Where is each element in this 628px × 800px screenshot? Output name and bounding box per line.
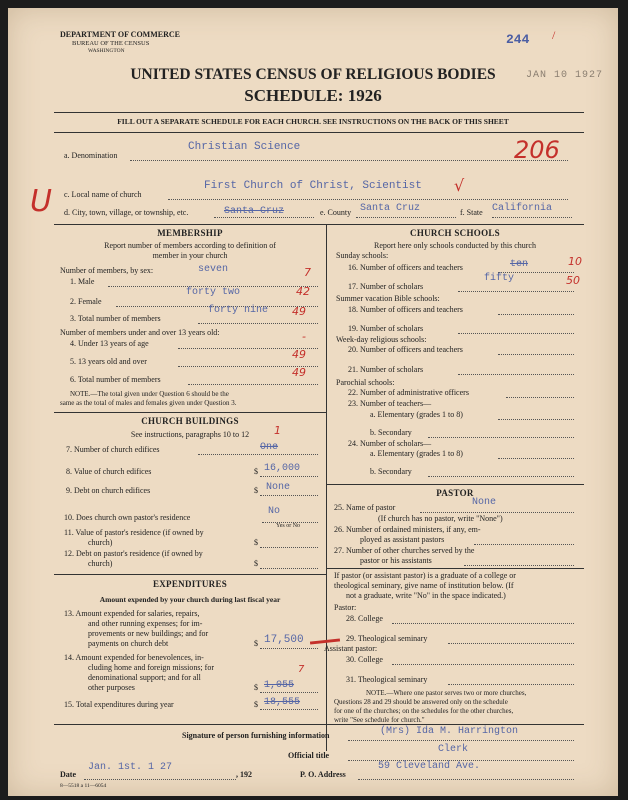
divider — [54, 112, 584, 113]
membership-intro-2: member in your church — [152, 251, 228, 260]
q1-hand-value: 7 — [304, 266, 311, 279]
q22-field[interactable] — [506, 397, 574, 398]
form-number: 8—5518 a 11—6054 — [60, 783, 107, 789]
red-u-mark: U — [30, 184, 52, 219]
q22-label: 22. Number of administrative officers — [348, 388, 469, 397]
grad-line-2: theological seminary, give name of institution below. (If — [334, 581, 514, 590]
q4-label: 4. Under 13 years of age — [70, 339, 149, 348]
grad-line-1: If pastor (or assistant pastor) is a graduate of a college or — [334, 571, 516, 580]
membership-intro-1: Report number of members according to definition of — [104, 241, 276, 250]
instruction-line: FILL OUT A SEPARATE SCHEDULE FOR EACH CHURCH. SEE INSTRUCTIONS ON THE BACK OF THIS SHEET — [117, 117, 509, 126]
q24-label: 24. Number of scholars— — [348, 439, 432, 448]
q7-label: 7. Number of church edifices — [66, 445, 160, 454]
q1-label: 1. Male — [70, 277, 95, 286]
q23-label: 23. Number of teachers— — [348, 399, 432, 408]
q31-label: 31. Theological seminary — [346, 675, 428, 684]
q17-label: 17. Number of scholars — [348, 282, 424, 291]
q7-hand-value: 1 — [274, 424, 281, 437]
red-check-mark: / — [552, 28, 556, 42]
q24a-label: a. Elementary (grades 1 to 8) — [370, 449, 463, 458]
q21-field[interactable] — [458, 374, 574, 375]
q14-hand-value: 7 — [298, 664, 305, 675]
q15-label: 15. Total expenditures during year — [64, 700, 174, 709]
membership-note-1: NOTE.—The total given under Question 6 should be the — [70, 390, 229, 398]
q7-field[interactable]: One — [260, 442, 279, 453]
census-schedule-sheet: DEPARTMENT OF COMMERCE BUREAU OF THE CENSUS WASHINGTON 244 / JAN 10 1927 UNITED STATES CENSUS OF RELIGIOUS BODIES SCHEDULE: 1926 FILL OUT A SEPARATE SCHEDULE FOR EACH CHURCH. SEE INSTRUCTIONS ON THE BACK OF THIS SHEET a. Denomination Christian Science 206 U c. Local name of church First Church of Christ, Scientist √ d. City, town, village, or township, etc. Santa Cruz e. County Santa Cruz f. State California MEMBERSHIP Report number of members according to definition of member in your church Number of members, by sex: 1. Male seven 7 2. Female forty two 42 3. Total number of members forty nine 49 Number of members under and over 13 years old: 4. Under 13 years of age - 5. 13 years old and over 49 6. Total number of members 49 NOTE.—The total given under Question 6 should be the same as the total of males and females given under Question 3. CHURCH BUILDINGS See instructions, paragraphs 10 to 12 1 7. Number of church edifices One 8. Value of church edifices $ 16,000 9. Debt on church edifices $ None 10. Does church own pastor's residence No Yes or No 11. Value of pastor's residence (if owned by church) $ 12. Debt on pastor's residence (if owned by church) $ EXPENDITURES Amount expended by your church during last fiscal year 13. Amount expended for salaries, repairs, and other running expenses; for im- provements or new buildings; and for payments on church debt $ 17,500 14. Amount expended for benevolences, in- cluding home and foreign missions; for denominational support; and for all other purposes $ 1,055 7 15. Total expenditures during year $ 18,555 CHURCH SCHOOLS Report here only schools conducted by this church Sunday schools: 16. Number of officers and teachers ten 10 17. Number of scholars fifty 50 Summer vacation Bible schools: 18. Number of officers and teachers 19. Number of scholars Week-day religious schools: 20. Number of officers and teachers 21. Number of scholars Parochial schools: 22. Number of administrative officers 23. Number of teachers— a. Elementary (grades 1 to 8) b. Secondary 24. Number of scholars— a. Elementary (grades 1 to 8) b. Secondary PASTOR 25. Name of pastor None (If church has no pastor, write "None") 26. Number of ordained ministers, if any, em- ployed as assistant pastors 27. Number of other churches served by the pastor or his assistants If pastor (or assistant pastor) is a graduate of a college or theological seminary, give name of institution below. (If not a graduate, write "No" in the space indicated.) Pastor: 28. College 29. Theological seminary Assistant pastor: 30. College 31. Theological seminary NOTE.—Where one pastor serves two or more churches, Questions 28 and 29 should be answered only on the schedule for one of the churches; on the schedules for the other churches, write "See schedule for church." Signature of person furnishing information (Mrs) Ida M. Harrington Official title Clerk Date Jan. 1st. 1 27 , 192 P. O. Address 59 Cleveland Ave. 8—5518 a 11—6054 — [8, 8, 618, 796]
q13-line-3: provements or new buildings; and for — [88, 629, 209, 638]
membership-heading: MEMBERSHIP — [157, 228, 223, 238]
divider — [54, 132, 584, 133]
schools-heading: CHURCH SCHOOLS — [410, 228, 500, 238]
signature-label: Signature of person furnishing information — [182, 731, 330, 740]
q23b-label: b. Secondary — [370, 428, 412, 437]
q9-field[interactable]: None — [266, 482, 291, 493]
q1-field[interactable]: seven — [198, 264, 229, 275]
q29-label: 29. Theological seminary — [346, 634, 428, 643]
q3-field[interactable]: forty nine — [208, 305, 269, 316]
q27-line-2: pastor or his assistants — [360, 556, 432, 565]
q3-label: 3. Total number of members — [70, 314, 161, 323]
yes-no-hint: Yes or No — [276, 523, 301, 529]
stamp-number: 244 — [506, 32, 530, 47]
q5-hand-value: 49 — [292, 348, 306, 361]
q21-label: 21. Number of scholars — [348, 365, 424, 374]
q9-label: 9. Debt on church edifices — [66, 486, 151, 495]
q13-line-2: and other running expenses; for im- — [88, 619, 203, 628]
q6-hand-value: 49 — [292, 366, 306, 379]
denomination-label: a. Denomination — [64, 151, 118, 160]
q30-label: 30. College — [346, 655, 383, 664]
q12-label: 12. Debt on pastor's residence (if owned by — [64, 549, 203, 558]
date-label: Date — [60, 770, 76, 779]
q29-field[interactable] — [448, 643, 574, 644]
weekday-label: Week-day religious schools: — [336, 335, 427, 344]
q17-field[interactable]: fifty — [484, 273, 515, 284]
q3-hand-value: 49 — [292, 305, 306, 318]
q11-field[interactable] — [260, 547, 318, 548]
q14-field[interactable]: 1,055 — [264, 680, 295, 691]
q12-label-2: church) — [88, 559, 113, 568]
q2-hand-value: 42 — [296, 285, 310, 298]
q26-field[interactable] — [474, 544, 574, 545]
red-check-mark: √ — [454, 176, 465, 195]
city-label-row: d. City, town, village, or township, etc. — [64, 208, 189, 217]
bureau-label: BUREAU OF THE CENSUS — [72, 40, 150, 47]
by-sex-label: Number of members, by sex: — [60, 266, 154, 275]
q11-label-2: church) — [88, 538, 113, 547]
city-label: WASHINGTON — [88, 48, 125, 54]
q24b-field[interactable] — [428, 476, 574, 477]
q13-line-4: payments on church debt — [88, 639, 169, 648]
q8-label: 8. Value of church edifices — [66, 467, 152, 476]
assistant-sub-label: Assistant pastor: — [324, 644, 378, 653]
address-label: P. O. Address — [300, 770, 346, 779]
q31-field[interactable] — [448, 684, 574, 685]
q27-line-1: 27. Number of other churches served by the — [334, 546, 475, 555]
q8-field[interactable]: 16,000 — [264, 463, 301, 474]
schedule-title: SCHEDULE: 1926 — [244, 86, 382, 105]
age-label: Number of members under and over 13 years old: — [60, 328, 220, 337]
grad-line-3: not a graduate, write "No" in the space indicated.) — [346, 591, 506, 600]
q13-line-1: 13. Amount expended for salaries, repairs, — [64, 609, 200, 618]
q25-label: 25. Name of pastor — [334, 503, 396, 512]
q16-field[interactable]: ten — [510, 259, 529, 270]
schools-intro: Report here only schools conducted by this church — [374, 241, 536, 250]
q10-field[interactable]: No — [268, 506, 281, 517]
q26-line-2: ployed as assistant pastors — [360, 535, 445, 544]
county-field[interactable]: Santa Cruz — [360, 203, 421, 214]
buildings-intro: See instructions, paragraphs 10 to 12 — [130, 430, 250, 439]
address-field[interactable]: 59 Cleveland Ave. — [378, 761, 481, 772]
q16-label: 16. Number of officers and teachers — [348, 263, 463, 272]
q19-field[interactable] — [458, 333, 574, 334]
q13-field[interactable]: 17,500 — [264, 634, 304, 646]
q14-line-3: denominational support; and for all — [88, 673, 201, 682]
sunday-label: Sunday schools: — [336, 251, 389, 260]
signature-field[interactable]: (Mrs) Ida M. Harrington — [380, 726, 519, 737]
q24a-field[interactable] — [498, 458, 574, 459]
q15-field[interactable]: 18,555 — [264, 697, 301, 708]
state-field[interactable]: California — [492, 203, 553, 214]
red-code-mark: 206 — [514, 136, 560, 164]
q4-hand-value: - — [302, 330, 306, 343]
q18-label: 18. Number of officers and teachers — [348, 305, 463, 314]
membership-note-2: same as the total of males and females given under Question 3. — [60, 399, 237, 407]
buildings-heading: CHURCH BUILDINGS — [141, 416, 239, 426]
summer-label: Summer vacation Bible schools: — [336, 294, 440, 303]
pastor-note-1: NOTE.—Where one pastor serves two or more churches, — [366, 689, 527, 697]
local-name-label: c. Local name of church — [64, 190, 142, 199]
q24b-label: b. Secondary — [370, 467, 412, 476]
county-label: e. County — [320, 208, 352, 217]
q6-label: 6. Total number of members — [70, 375, 161, 384]
state-label: f. State — [460, 208, 483, 217]
department-label: DEPARTMENT OF COMMERCE — [60, 30, 181, 39]
q16-hand-value: 10 — [568, 255, 582, 268]
date-field[interactable]: Jan. 1st. 1 27 — [88, 762, 173, 773]
city-field[interactable]: Santa Cruz — [224, 206, 285, 217]
q14-line-2: cluding home and foreign missions; for — [88, 663, 214, 672]
q12-field[interactable] — [260, 568, 318, 569]
q2-label: 2. Female — [70, 297, 102, 306]
q26-line-1: 26. Number of ordained ministers, if any, em- — [334, 525, 481, 534]
pastor-note-2: Questions 28 and 29 should be answered only on the schedule — [334, 698, 508, 706]
q17-hand-value: 50 — [566, 274, 580, 287]
pastor-note-3: for one of the churches; on the schedules for the other churches, — [334, 707, 514, 715]
q2-field[interactable]: forty two — [186, 287, 241, 298]
denomination-field[interactable]: Christian Science — [188, 141, 301, 153]
q23a-label: a. Elementary (grades 1 to 8) — [370, 410, 463, 419]
q20-label: 20. Number of officers and teachers — [348, 345, 463, 354]
year-suffix: , 192 — [236, 770, 252, 779]
q14-line-4: other purposes — [88, 683, 135, 692]
pastor-sub-label: Pastor: — [334, 603, 357, 612]
page-title: UNITED STATES CENSUS OF RELIGIOUS BODIES — [130, 66, 496, 83]
official-title-field[interactable]: Clerk — [438, 744, 469, 755]
pastor-note-4: write "See schedule for church." — [334, 716, 425, 724]
q5-label: 5. 13 years old and over — [70, 357, 147, 366]
official-title-label: Official title — [288, 751, 330, 760]
q28-label: 28. College — [346, 614, 383, 623]
expenditures-heading: EXPENDITURES — [152, 579, 228, 589]
q25-note: (If church has no pastor, write "None") — [378, 514, 503, 523]
q10-label: 10. Does church own pastor's residence — [64, 513, 191, 522]
q14-line-1: 14. Amount expended for benevolences, in- — [64, 653, 204, 662]
q30-field[interactable] — [392, 664, 574, 665]
q11-label: 11. Value of pastor's residence (if owned by — [64, 528, 204, 537]
q27-field[interactable] — [464, 565, 574, 566]
local-name-field[interactable]: First Church of Christ, Scientist — [204, 180, 422, 192]
received-date-stamp: JAN 10 1927 — [526, 70, 604, 81]
parochial-label: Parochial schools: — [336, 378, 395, 387]
q18-field[interactable] — [498, 314, 574, 315]
expenditures-intro: Amount expended by your church during last fiscal year — [99, 595, 281, 604]
q23b-field[interactable] — [428, 437, 574, 438]
q23a-field[interactable] — [498, 419, 574, 420]
q19-label: 19. Number of scholars — [348, 324, 424, 333]
q25-field[interactable]: None — [472, 497, 497, 508]
q20-field[interactable] — [498, 354, 574, 355]
q28-field[interactable] — [392, 623, 574, 624]
pastor-heading: PASTOR — [436, 488, 474, 498]
